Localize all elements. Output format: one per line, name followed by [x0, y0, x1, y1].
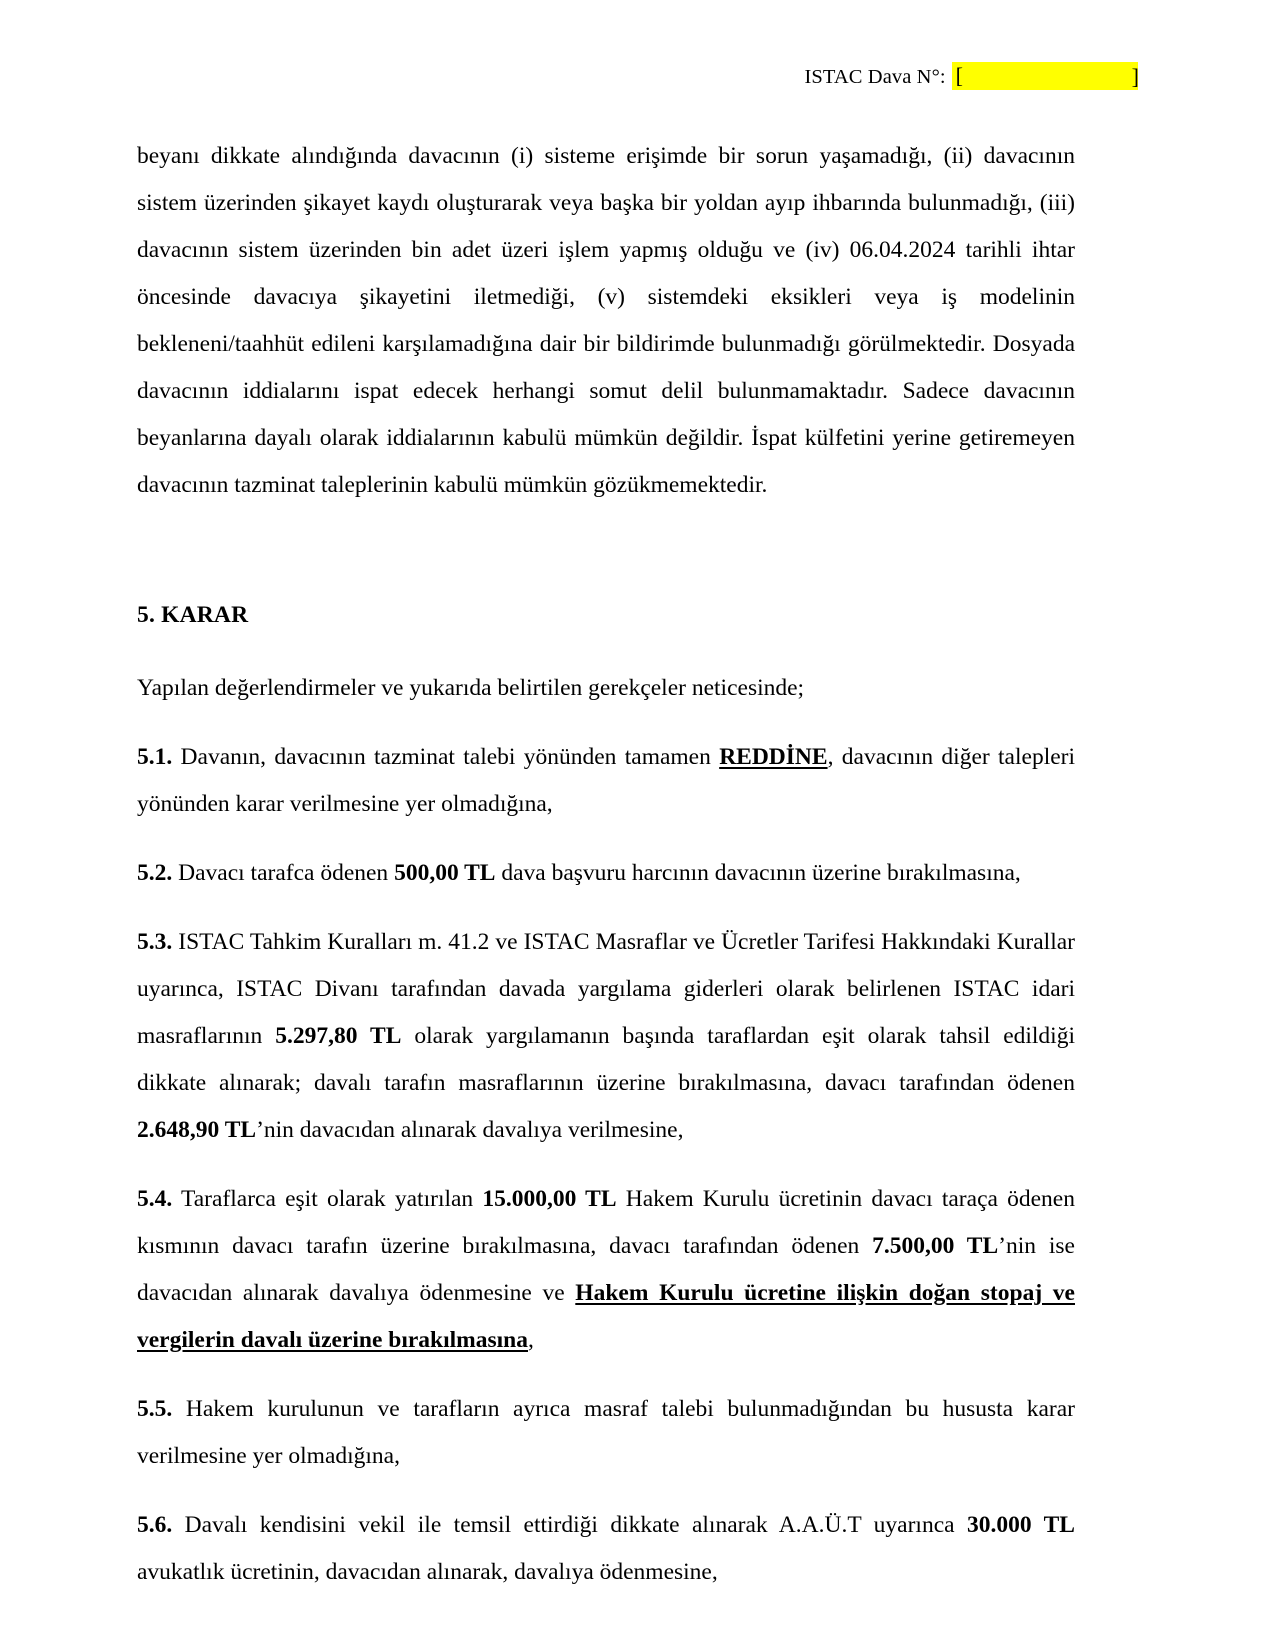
item-amount-30000: 30.000 TL: [967, 1512, 1075, 1538]
document-header: [136, 62, 1139, 102]
item-amount-5297-80: 5.297,80 TL: [275, 1023, 402, 1049]
item-text-5-2-a: Davacı tarafca ödenen: [172, 860, 395, 886]
item-amount-15000: 15.000,00 TL: [482, 1186, 617, 1212]
item-text-5-1-a: Davanın, davacının tazminat talebi yönünden tamamen: [172, 744, 720, 770]
item-number-5-4: 5.4.: [137, 1186, 173, 1212]
bracket-close: ]: [1131, 64, 1139, 89]
item-amount-2648-90: 2.648,90 TL: [137, 1117, 257, 1143]
item-emphasis-stopaj: Hakem Kurulu ücretine ilişkin doğan stopaj ve vergilerin davalı üzerine bırakılmasına: [137, 1280, 1075, 1353]
spacer-5-3: [137, 897, 1075, 919]
spacer-5-4: [137, 1154, 1075, 1176]
item-emphasis-reddine: REDDİNE: [719, 744, 828, 770]
item-text-5-3-c: ’nin davacıdan alınarak davalıya verilmesine,: [256, 1117, 684, 1143]
item-number-5-5: 5.5.: [137, 1396, 173, 1422]
decision-item-5-6: [137, 1502, 1075, 1596]
document-body: [137, 133, 1075, 1596]
item-text-5-5-a: Hakem kurulunun ve tarafların ayrıca masraf talebi bulunmadığından bu hususta karar verilmesine yer olmadığına,: [137, 1396, 1075, 1469]
item-text-5-1-b: , davacının diğer talepleri yönünden karar verilmesine yer olmadığına,: [137, 744, 1076, 817]
spacer-after-heading: [137, 635, 1075, 665]
case-number-line: [804, 62, 1139, 90]
decision-item-5-2: [137, 850, 1075, 897]
item-text-5-4-a: Taraflarca eşit olarak yatırılan: [172, 1186, 483, 1212]
spacer-5-1: [137, 712, 1075, 734]
spacer-before-heading: [137, 509, 1075, 595]
item-amount-7500: 7.500,00 TL: [872, 1233, 999, 1259]
item-text-5-4-b: Hakem Kurulu ücretinin davacı taraça ödenen kısmının davacı tarafın üzerine bırakılmasına, davacı tarafından ödenen: [137, 1186, 1075, 1259]
item-text-5-3-b: olarak yargılamanın başında taraflardan eşit olarak tahsil edildiği dikkate alınarak; davalı tarafın masraflarının üzerine bırakılmasına, davacı tarafından ödenen: [137, 1023, 1075, 1096]
item-number-5-6: 5.6.: [137, 1512, 173, 1538]
spacer-5-5: [137, 1364, 1075, 1386]
case-number-label: ISTAC Dava N°:: [804, 66, 946, 88]
bracket-open: [: [955, 63, 963, 88]
item-text-5-3-a: ISTAC Tahkim Kuralları m. 41.2 ve ISTAC Masraflar ve Ücretler Tarifesi Hakkındaki Kurallar uyarınca, ISTAC Divanı tarafından davada yargılama giderleri olarak belirlenen ISTAC idari masraflarının: [137, 929, 1075, 1049]
intro-paragraph: beyanı dikkate alındığında davacının (i) sisteme erişimde bir sorun yaşamadığı, (ii) davacının sistem üzerinden şikayet kaydı oluşturarak veya başka bir yoldan ayıp ihbarında bulunmadığı, (iii) davacının sistem üzerinden bin adet üzeri işlem yapmış olduğu ve (iv) 06.04.2024 tarihli ihtar öncesinde davacıya şikayetini iletmediği, (v) sistemdeki eksikleri veya iş modelinin bekleneni/taahhüt edileni karşılamadığına dair bir bildirimde bulunmadığı görülmektedir. Dosyada davacının iddialarını ispat edecek herhangi somut delil bulunmamaktadır. Sadece davacının beyanlarına dayalı olarak iddialarının kabulü mümkün değildir. İspat külfetini yerine getiremeyen davacının tazminat taleplerinin kabulü mümkün gözükmemektedir.: [137, 143, 1075, 498]
item-text-5-6-b: avukatlık ücretinin, davacıdan alınarak, davalıya ödenmesine,: [137, 1559, 718, 1585]
item-text-5-2-b: dava başvuru harcının davacının üzerine bırakılmasına,: [495, 860, 1021, 886]
section-heading-karar: 5. KARAR: [137, 602, 249, 628]
item-number-5-1: 5.1.: [137, 744, 173, 770]
decision-item-5-4: [137, 1176, 1075, 1364]
lead-in-paragraph: Yapılan değerlendirmeler ve yukarıda belirtilen gerekçeler neticesinde;: [137, 675, 805, 701]
decision-item-5-3: [137, 919, 1075, 1154]
item-text-5-4-d: ,: [528, 1327, 534, 1353]
item-number-5-3: 5.3.: [137, 929, 173, 955]
decision-item-5-1: [137, 734, 1075, 828]
item-text-5-6-a: Davalı kendisini vekil ile temsil ettirdiği dikkate alınarak A.A.Ü.T uyarınca: [172, 1512, 967, 1538]
spacer-5-6: [137, 1480, 1075, 1502]
item-amount-500: 500,00 TL: [394, 860, 496, 886]
spacer-5-2: [137, 828, 1075, 850]
item-number-5-2: 5.2.: [137, 860, 173, 886]
decision-item-5-5: [137, 1386, 1075, 1480]
case-number-highlight-field[interactable]: [952, 62, 1138, 90]
item-text-5-4-c: ’nin ise davacıdan alınarak davalıya ödenmesine ve: [137, 1233, 1075, 1306]
